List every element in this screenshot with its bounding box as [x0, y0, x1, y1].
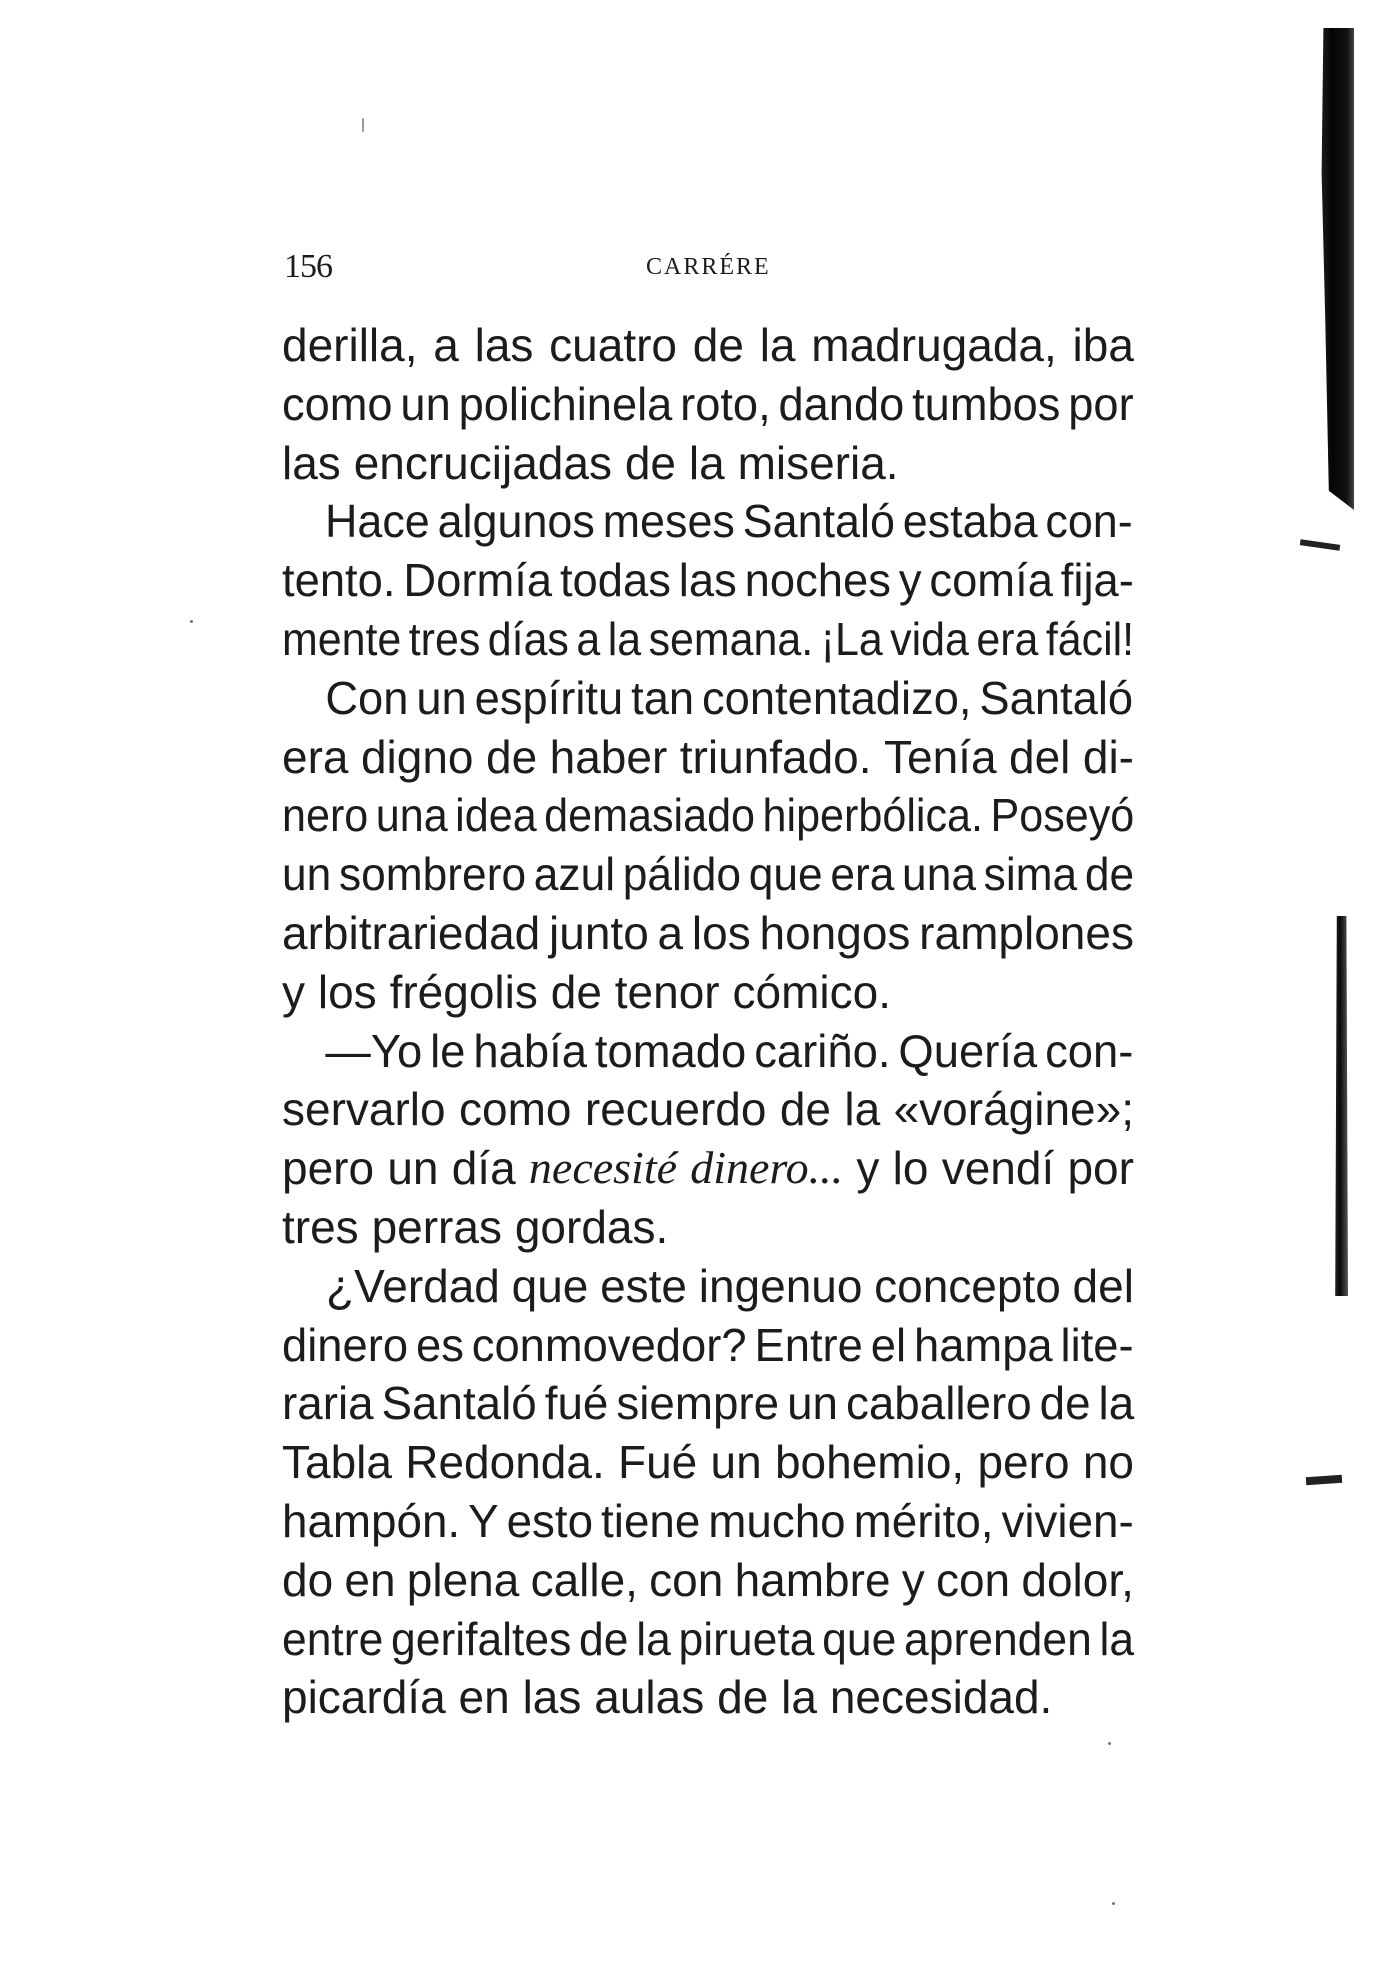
word: con- — [1045, 1024, 1134, 1077]
word: polichinela — [458, 377, 673, 430]
word: en — [458, 1671, 510, 1724]
word: caballero — [845, 1377, 1032, 1430]
word: le — [430, 1024, 466, 1077]
word: tiene — [601, 1494, 701, 1547]
word: meses — [602, 495, 735, 548]
word: derilla, — [282, 319, 418, 371]
word: siempre — [616, 1377, 780, 1430]
word: vida — [890, 612, 969, 665]
word: contentadizo, — [701, 671, 972, 724]
word: cómico. — [732, 965, 891, 1018]
word: el — [870, 1318, 907, 1371]
text-line — [282, 845, 1134, 904]
word: pálido — [622, 848, 742, 901]
word: hiperbólica. — [762, 789, 983, 842]
word: Santaló — [742, 495, 895, 548]
word: este — [600, 1259, 688, 1312]
word: de — [692, 319, 744, 371]
text-line — [282, 1668, 1134, 1727]
word: cuatro — [549, 319, 678, 371]
word: nero — [282, 789, 369, 842]
word: necesité — [528, 1142, 678, 1194]
word: una — [902, 848, 976, 901]
word: estaba — [902, 495, 1038, 548]
word: esto — [506, 1494, 594, 1547]
text-line — [282, 1257, 1134, 1316]
word: mucho — [708, 1494, 846, 1547]
word: un — [282, 848, 332, 901]
word: que — [511, 1259, 589, 1312]
word: junto — [549, 906, 649, 959]
word: la — [1099, 1612, 1135, 1665]
word: de — [717, 1671, 769, 1724]
word: las — [678, 554, 737, 607]
scan-speck — [1108, 1742, 1111, 1745]
word: la — [636, 1612, 671, 1665]
word: un — [787, 1377, 838, 1430]
word: Poseyó — [990, 789, 1135, 842]
word: Santaló — [979, 671, 1134, 724]
scan-edge-shadow-top — [1318, 28, 1354, 510]
word: iba — [1072, 319, 1134, 371]
word: espíritu — [474, 671, 624, 724]
word: tan — [631, 671, 695, 724]
word: de — [1084, 848, 1135, 901]
word: digno — [360, 730, 474, 783]
word: raria — [282, 1377, 374, 1430]
word: lite- — [1060, 1318, 1134, 1371]
text-line — [282, 1022, 1133, 1081]
page-header — [284, 248, 1144, 288]
word: un — [387, 1142, 439, 1195]
word: de — [579, 1612, 629, 1665]
word: Fué — [618, 1436, 698, 1489]
scan-speck — [1112, 1902, 1115, 1905]
word: día — [451, 1142, 516, 1195]
word: hampa — [913, 1318, 1053, 1371]
word: bohemio, — [774, 1436, 965, 1489]
word: idea — [455, 789, 537, 842]
word: a — [576, 612, 601, 665]
text-line — [282, 1139, 1134, 1198]
word: las — [522, 1671, 582, 1724]
word: Entre — [754, 1318, 863, 1371]
text-line — [282, 904, 1134, 963]
running-head: CARRÉRE — [646, 254, 771, 280]
word: la — [844, 1083, 881, 1136]
word: Santaló — [381, 1377, 537, 1430]
text-line — [282, 963, 1134, 1022]
word: de — [779, 1083, 831, 1136]
word: que — [748, 848, 823, 901]
word: fué — [544, 1377, 609, 1430]
word: pirueta — [678, 1612, 815, 1665]
word: gordas. — [514, 1200, 669, 1253]
word: necesidad. — [829, 1671, 1053, 1724]
word: sima — [983, 848, 1078, 901]
word: las — [282, 436, 341, 489]
scan-speck — [362, 118, 364, 132]
word: servarlo — [282, 1083, 446, 1136]
word: tres — [282, 1200, 359, 1253]
word: la — [688, 436, 725, 489]
text-line — [282, 1316, 1134, 1375]
word: miseria. — [737, 436, 899, 489]
word: concepto — [874, 1259, 1061, 1312]
word: como — [282, 377, 393, 430]
word: Redonda. — [405, 1436, 605, 1489]
word: calle, — [530, 1553, 638, 1606]
word: pero — [977, 1436, 1070, 1489]
word: de — [624, 436, 676, 489]
word: ¿Verdad — [326, 1259, 500, 1312]
word: mérito, — [853, 1494, 994, 1547]
word: vivien- — [1001, 1494, 1134, 1547]
word: mente — [282, 612, 402, 665]
word: por — [1067, 1142, 1134, 1195]
word: roto, — [680, 377, 771, 430]
word: —Yo — [325, 1024, 423, 1077]
text-line — [282, 375, 1134, 434]
word: dolor, — [1021, 1553, 1134, 1606]
word: del — [1072, 1259, 1134, 1312]
word: de — [1039, 1377, 1091, 1430]
word: del — [1009, 730, 1071, 783]
word: ingenuo — [698, 1259, 863, 1312]
word: demasiado — [544, 789, 756, 842]
word: y — [901, 1553, 925, 1606]
word: a — [657, 906, 684, 959]
word: dinero... — [690, 1142, 844, 1194]
word: picardía — [282, 1671, 446, 1724]
word: cariño. — [754, 1024, 891, 1077]
word: las — [474, 319, 534, 371]
word: por — [1068, 377, 1134, 430]
word: era — [282, 730, 349, 783]
word: y — [856, 1142, 880, 1195]
body-text — [282, 316, 1134, 1727]
text-line — [282, 1080, 1134, 1139]
word: un — [400, 377, 451, 430]
word: comía — [929, 554, 1053, 607]
word: todas — [559, 554, 671, 607]
word: la — [607, 612, 642, 665]
word: encrucijadas — [353, 436, 612, 489]
word: la — [781, 1671, 817, 1724]
word: aulas — [594, 1671, 705, 1724]
word: dando — [778, 377, 905, 430]
text-line — [282, 728, 1134, 787]
word: en — [344, 1553, 396, 1606]
word: pero — [282, 1142, 375, 1195]
word: a — [433, 319, 459, 371]
word: de — [550, 965, 602, 1018]
word: había — [473, 1024, 587, 1077]
word: con- — [1045, 495, 1133, 548]
word: una — [375, 789, 448, 842]
word: di- — [1082, 730, 1134, 783]
word: con — [649, 1553, 724, 1606]
word: dinero — [282, 1318, 409, 1371]
word: los — [317, 965, 377, 1018]
word: como — [459, 1083, 572, 1136]
word: fija- — [1060, 554, 1134, 607]
word: triunfado. — [679, 730, 872, 783]
word: plena — [406, 1553, 520, 1606]
word: un — [710, 1436, 762, 1489]
word: Tabla — [282, 1436, 392, 1489]
word: días — [487, 612, 569, 665]
word: «vorágine»; — [893, 1083, 1134, 1136]
word: hongos — [759, 906, 911, 959]
scan-speck — [190, 620, 193, 623]
word: gerifaltes — [391, 1612, 572, 1665]
word: haber — [549, 730, 668, 783]
word: sombrero — [338, 848, 527, 901]
word: madrugada, — [811, 319, 1057, 371]
word: tres — [408, 612, 481, 665]
text-line — [282, 1492, 1134, 1551]
word: lo — [892, 1142, 929, 1195]
word: un — [416, 671, 467, 724]
text-line — [282, 1374, 1134, 1433]
word: era — [830, 848, 895, 901]
word: ramplones — [919, 906, 1134, 959]
word: entre — [282, 1612, 384, 1665]
word: no — [1082, 1436, 1134, 1489]
word: perras — [371, 1200, 502, 1253]
word: arbitrariedad — [282, 906, 541, 959]
word: y — [898, 554, 922, 607]
word: Dormía — [403, 554, 553, 607]
word: ¡La — [820, 612, 883, 665]
word: semana. — [648, 612, 814, 665]
text-line — [282, 669, 1133, 728]
word: y — [282, 965, 305, 1018]
word: tomado — [594, 1024, 747, 1077]
word: frégolis — [389, 965, 538, 1018]
scan-mark — [1306, 1475, 1342, 1485]
word: hampón. — [282, 1494, 461, 1547]
text-line — [282, 1610, 1134, 1669]
text-line — [282, 1198, 1134, 1257]
page-number: 156 — [284, 248, 332, 285]
text-line — [282, 316, 1134, 375]
word: que — [822, 1612, 897, 1665]
word: la — [759, 319, 796, 371]
text-line — [282, 434, 1134, 493]
word: los — [691, 906, 751, 959]
word: azul — [533, 848, 616, 901]
word: Quería — [898, 1024, 1038, 1077]
text-line — [282, 1551, 1134, 1610]
scan-mark — [1300, 539, 1340, 551]
word: es — [415, 1318, 464, 1371]
word: vendí — [941, 1142, 1055, 1195]
text-line — [282, 551, 1134, 610]
word: aprenden — [904, 1612, 1092, 1665]
text-line — [282, 1433, 1134, 1492]
text-line — [282, 492, 1133, 551]
word: conmovedor? — [471, 1318, 747, 1371]
word: tenor — [614, 965, 720, 1018]
word: con — [935, 1553, 1011, 1606]
scan-edge-shadow-middle — [1332, 916, 1348, 1296]
word: era — [976, 612, 1039, 665]
word: tento. — [282, 554, 396, 607]
word: do — [282, 1553, 334, 1606]
word: recuerdo — [584, 1083, 767, 1136]
word: noches — [744, 554, 891, 607]
word: Y — [468, 1494, 499, 1547]
word: de — [485, 730, 538, 783]
word: tumbos — [912, 377, 1061, 430]
word: la — [1098, 1377, 1135, 1430]
word: fácil! — [1045, 612, 1135, 665]
text-line — [282, 786, 1134, 845]
word: algunos — [437, 495, 595, 548]
word: Con — [325, 671, 409, 724]
word: Hace — [324, 495, 430, 548]
word: Tenía — [884, 730, 997, 783]
text-line — [282, 610, 1134, 669]
word: hambre — [734, 1553, 891, 1606]
